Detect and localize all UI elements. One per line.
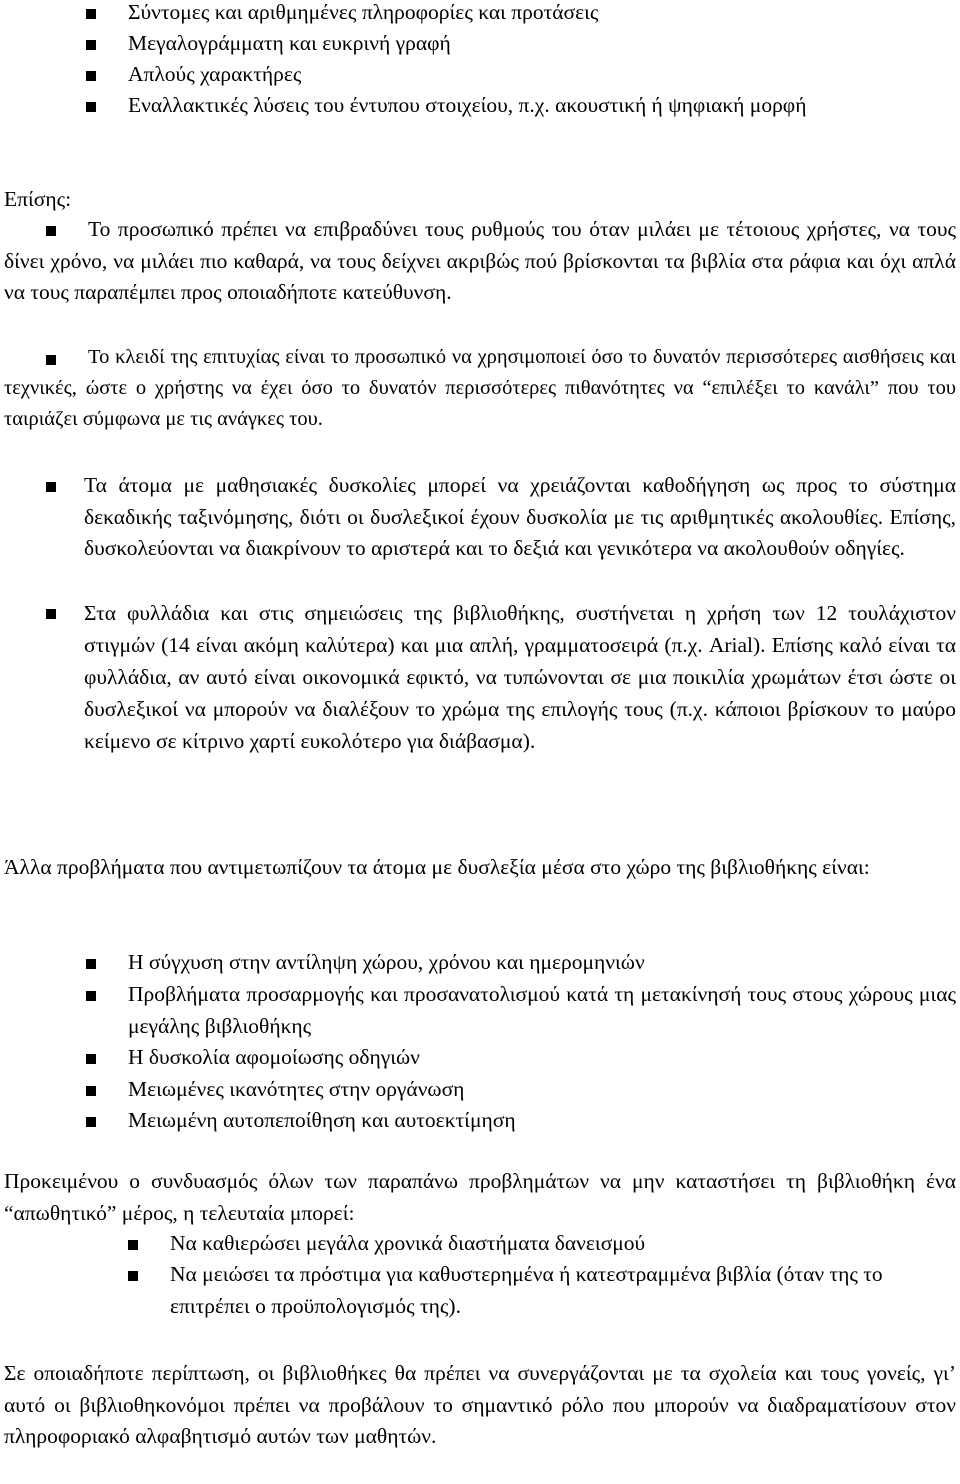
bullet-icon	[128, 1271, 138, 1281]
also-list-item-4: Στα φυλλάδια και στις σημειώσεις της βιβλιοθήκης, συστήνεται η χρήση των 12 τουλάχιστον στιγμών (14 είναι ακόμη καλύτερα) και μια απλή, γραμματοσειρά (π.χ. Arial). Επίσης καλό είναι τα φυλλάδια, αν αυτό είναι οικονομικά εφικτό, να τυπώνονται σε μια ποικιλία χρωμάτων έτσι ώστε οι δυσλεξικοί να μπορούν να διαλέξουν το χρώμα της επιλογής τους (π.χ. κάποιοι βρίσκουν το μαύρο κείμενο σε κίτρινο χαρτί ευκολότερο για διάβασμα).	[84, 601, 956, 753]
bullet-icon	[86, 9, 96, 19]
bullet-icon	[46, 482, 56, 492]
top-list-item-2: Μεγαλογράμματη και ευκρινή γραφή	[128, 31, 451, 55]
problems-list-item-3: Η δυσκολία αφομοίωσης οδηγιών	[128, 1045, 420, 1069]
also-list-item-1: Το προσωπικό πρέπει να επιβραδύνει τους ρυθμούς του όταν μιλάει με τέτοιους χρήστες, να τους δίνει χρόνο, να μιλάει πιο καθαρά, να τους δείχνει ακριβώς πού βρίσκονται τα βιβλία στα ράφια και όχι απλά να τους παραπέμπει προς οποιαδήποτε κατεύθυνση.	[4, 217, 956, 304]
top-list-item-3: Απλούς χαρακτήρες	[128, 62, 302, 86]
problems-intro: Άλλα προβλήματα που αντιμετωπίζουν τα άτομα με δυσλεξία μέσα στο χώρο της βιβλιοθήκης είναι:	[4, 855, 870, 879]
bullet-icon	[86, 959, 96, 969]
bullet-icon	[86, 71, 96, 81]
avoid-list-item-1: Να καθιερώσει μεγάλα χρονικά διαστήματα δανεισμού	[170, 1231, 646, 1255]
conclusion-paragraph: Σε οποιαδήποτε περίπτωση, οι βιβλιοθήκες θα πρέπει να συνεργάζονται με τα σχολεία και τους γονείς, γι’ αυτό οι βιβλιοθηκονόμοι πρέπει να προβάλουν το σημαντικό ρόλο που μπορούν να διαδραματίσουν στον πληροφοριακό αλφαβητισμό αυτών των μαθητών.	[4, 1361, 956, 1448]
problems-list-item-2: Προβλήματα προσαρμογής και προσανατολισμού κατά τη μετακίνησή τους στους χώρους μιας μεγάλης βιβλιοθήκης	[128, 982, 956, 1038]
also-list-item-3: Τα άτομα με μαθησιακές δυσκολίες μπορεί να χρειάζονται καθοδήγηση ως προς το σύστημα δεκαδικής ταξινόμησης, διότι οι δυσλεξικοί έχουν δυσκολία με τις αριθμητικές ακολουθίες. Επίσης, δυσκολεύονται να διακρίνουν το αριστερά και το δεξιά και γενικότερα να ακολουθούν οδηγίες.	[84, 473, 956, 560]
problems-list-item-4: Μειωμένες ικανότητες στην οργάνωση	[128, 1077, 465, 1101]
problems-list-item-1: Η σύγχυση στην αντίληψη χώρου, χρόνου και ημερομηνιών	[128, 950, 645, 974]
problems-list-item-5: Μειωμένη αυτοπεποίθηση και αυτοεκτίμηση	[128, 1108, 516, 1132]
avoid-intro: Προκειμένου ο συνδυασμός όλων των παραπάνω προβλημάτων να μην καταστήσει τη βιβλιοθήκη ένα “απωθητικό” μέρος, η τελευταία μπορεί:	[4, 1169, 956, 1225]
avoid-list-item-2: Να μειώσει τα πρόστιμα για καθυστερημένα ή κατεστραμμένα βιβλία (όταν της το επιτρέπει ο προϋπολογισμός της).	[170, 1262, 883, 1318]
bullet-icon	[86, 1086, 96, 1096]
bullet-icon	[86, 991, 96, 1001]
bullet-icon	[46, 609, 56, 619]
bullet-icon	[86, 40, 96, 50]
bullet-icon	[86, 102, 96, 112]
top-list-item-1: Σύντομες και αριθμημένες πληροφορίες και προτάσεις	[128, 0, 599, 24]
bullet-icon	[86, 1117, 96, 1127]
bullet-icon	[128, 1240, 138, 1250]
also-heading: Επίσης:	[4, 187, 72, 211]
top-list-item-4: Εναλλακτικές λύσεις του έντυπου στοιχείου, π.χ. ακουστική ή ψηφιακή μορφή	[128, 93, 807, 117]
bullet-icon	[86, 1054, 96, 1064]
also-list-item-2: Το κλειδί της επιτυχίας είναι το προσωπικό να χρησιμοποιεί όσο το δυνατόν περισσότερες αισθήσεις και τεχνικές, ώστε ο χρήστης να έχει όσο το δυνατόν περισσότερες πιθανότητες να “επιλέξει το κανάλι” που του ταιριάζει σύμφωνα με τις ανάγκες του.	[4, 346, 956, 430]
